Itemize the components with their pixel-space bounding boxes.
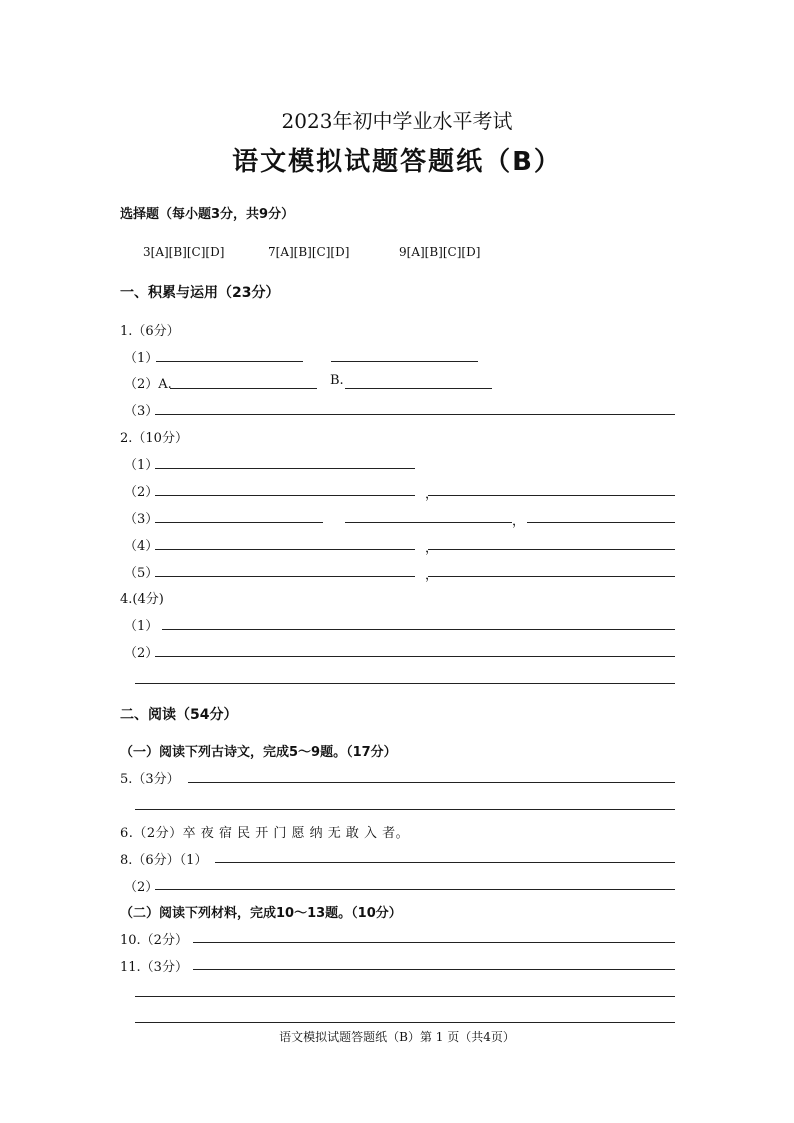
q2-sub5-blank-a[interactable] bbox=[155, 576, 415, 577]
q10-blank[interactable] bbox=[193, 942, 675, 943]
q4-sub2-blank[interactable] bbox=[155, 656, 675, 657]
q2-sub5-blank-b[interactable] bbox=[428, 576, 675, 577]
q2-sub4-comma: ， bbox=[425, 541, 439, 556]
part1-heading: 一、积累与运用（23分） bbox=[120, 285, 280, 301]
answer-sheet-title: 语文模拟试题答题纸（B） bbox=[232, 147, 562, 177]
q2-sub2-comma: ， bbox=[425, 487, 439, 502]
q4-sub1-label: （1） bbox=[124, 619, 159, 634]
q1-sub2-blank-b[interactable] bbox=[345, 388, 492, 389]
q4-sub1-blank[interactable] bbox=[162, 629, 675, 630]
q11-label: 11.（3分） bbox=[120, 960, 188, 975]
q2-sub1-blank[interactable] bbox=[155, 468, 415, 469]
part2-section2-heading: （二）阅读下列材料，完成10～13题。（10分） bbox=[120, 906, 402, 921]
q6-text: 6.（2分）卒 夜 宿 民 开 门 愿 纳 无 敢 入 者。 bbox=[120, 826, 410, 841]
q11-blank-1[interactable] bbox=[193, 969, 675, 970]
part2-heading: 二、阅读（54分） bbox=[120, 707, 238, 723]
q2-sub4-blank-b[interactable] bbox=[428, 549, 675, 550]
q2-label: 2.（10分） bbox=[120, 431, 188, 446]
q2-sub3-blank-a[interactable] bbox=[155, 522, 323, 523]
q1-sub2-label: （2）A. bbox=[124, 377, 172, 392]
q2-sub3-label: （3） bbox=[124, 512, 159, 527]
q5-blank-1[interactable] bbox=[188, 782, 675, 783]
q2-sub5-label: （5） bbox=[124, 566, 159, 581]
q4-label: 4.(4分) bbox=[120, 592, 164, 607]
q2-sub4-label: （4） bbox=[124, 539, 159, 554]
q8-sub2-blank[interactable] bbox=[155, 889, 675, 890]
q1-sub1-blank-b[interactable] bbox=[331, 361, 478, 362]
q5-blank-2[interactable] bbox=[135, 809, 675, 810]
q4-extra-blank[interactable] bbox=[135, 683, 675, 684]
q8-sub1-blank[interactable] bbox=[215, 862, 675, 863]
q11-blank-3[interactable] bbox=[135, 1022, 675, 1023]
q2-sub3-comma: ， bbox=[512, 514, 526, 529]
q5-label: 5.（3分） bbox=[120, 772, 180, 787]
page-footer: 语文模拟试题答题纸（B）第 1 页（共4页） bbox=[279, 1030, 515, 1044]
q2-sub2-blank-a[interactable] bbox=[155, 495, 415, 496]
q2-sub1-label: （1） bbox=[124, 458, 159, 473]
q4-sub2-label: （2） bbox=[124, 646, 159, 661]
mc-q9-options[interactable]: 9[A][B][C][D] bbox=[399, 245, 481, 259]
mc-q7-options[interactable]: 7[A][B][C][D] bbox=[268, 245, 350, 259]
q1-sub2b-label: B. bbox=[330, 373, 344, 388]
q2-sub3-blank-c[interactable] bbox=[527, 522, 675, 523]
part2-section1-heading: （一）阅读下列古诗文，完成5～9题。（17分） bbox=[120, 745, 397, 760]
q11-blank-2[interactable] bbox=[135, 996, 675, 997]
q1-label: 1.（6分） bbox=[120, 324, 180, 339]
q1-sub3-blank[interactable] bbox=[155, 414, 675, 415]
q1-sub1-label: （1） bbox=[124, 351, 159, 366]
q2-sub3-blank-b[interactable] bbox=[345, 522, 512, 523]
q2-sub5-comma: ， bbox=[425, 568, 439, 583]
q1-sub1-blank-a[interactable] bbox=[156, 361, 303, 362]
q1-sub3-label: （3） bbox=[124, 404, 159, 419]
q10-label: 10.（2分） bbox=[120, 933, 188, 948]
q8-label: 8.（6分）（1） bbox=[120, 853, 208, 868]
q2-sub2-label: （2） bbox=[124, 485, 159, 500]
q2-sub2-blank-b[interactable] bbox=[428, 495, 675, 496]
q2-sub4-blank-a[interactable] bbox=[155, 549, 415, 550]
q1-sub2-blank-a[interactable] bbox=[170, 388, 317, 389]
q8-sub2-label: （2） bbox=[124, 880, 159, 895]
mc-q3-options[interactable]: 3[A][B][C][D] bbox=[143, 245, 225, 259]
mc-heading: 选择题（每小题3分，共9分） bbox=[120, 207, 295, 222]
exam-title: 2023年初中学业水平考试 bbox=[281, 109, 513, 133]
